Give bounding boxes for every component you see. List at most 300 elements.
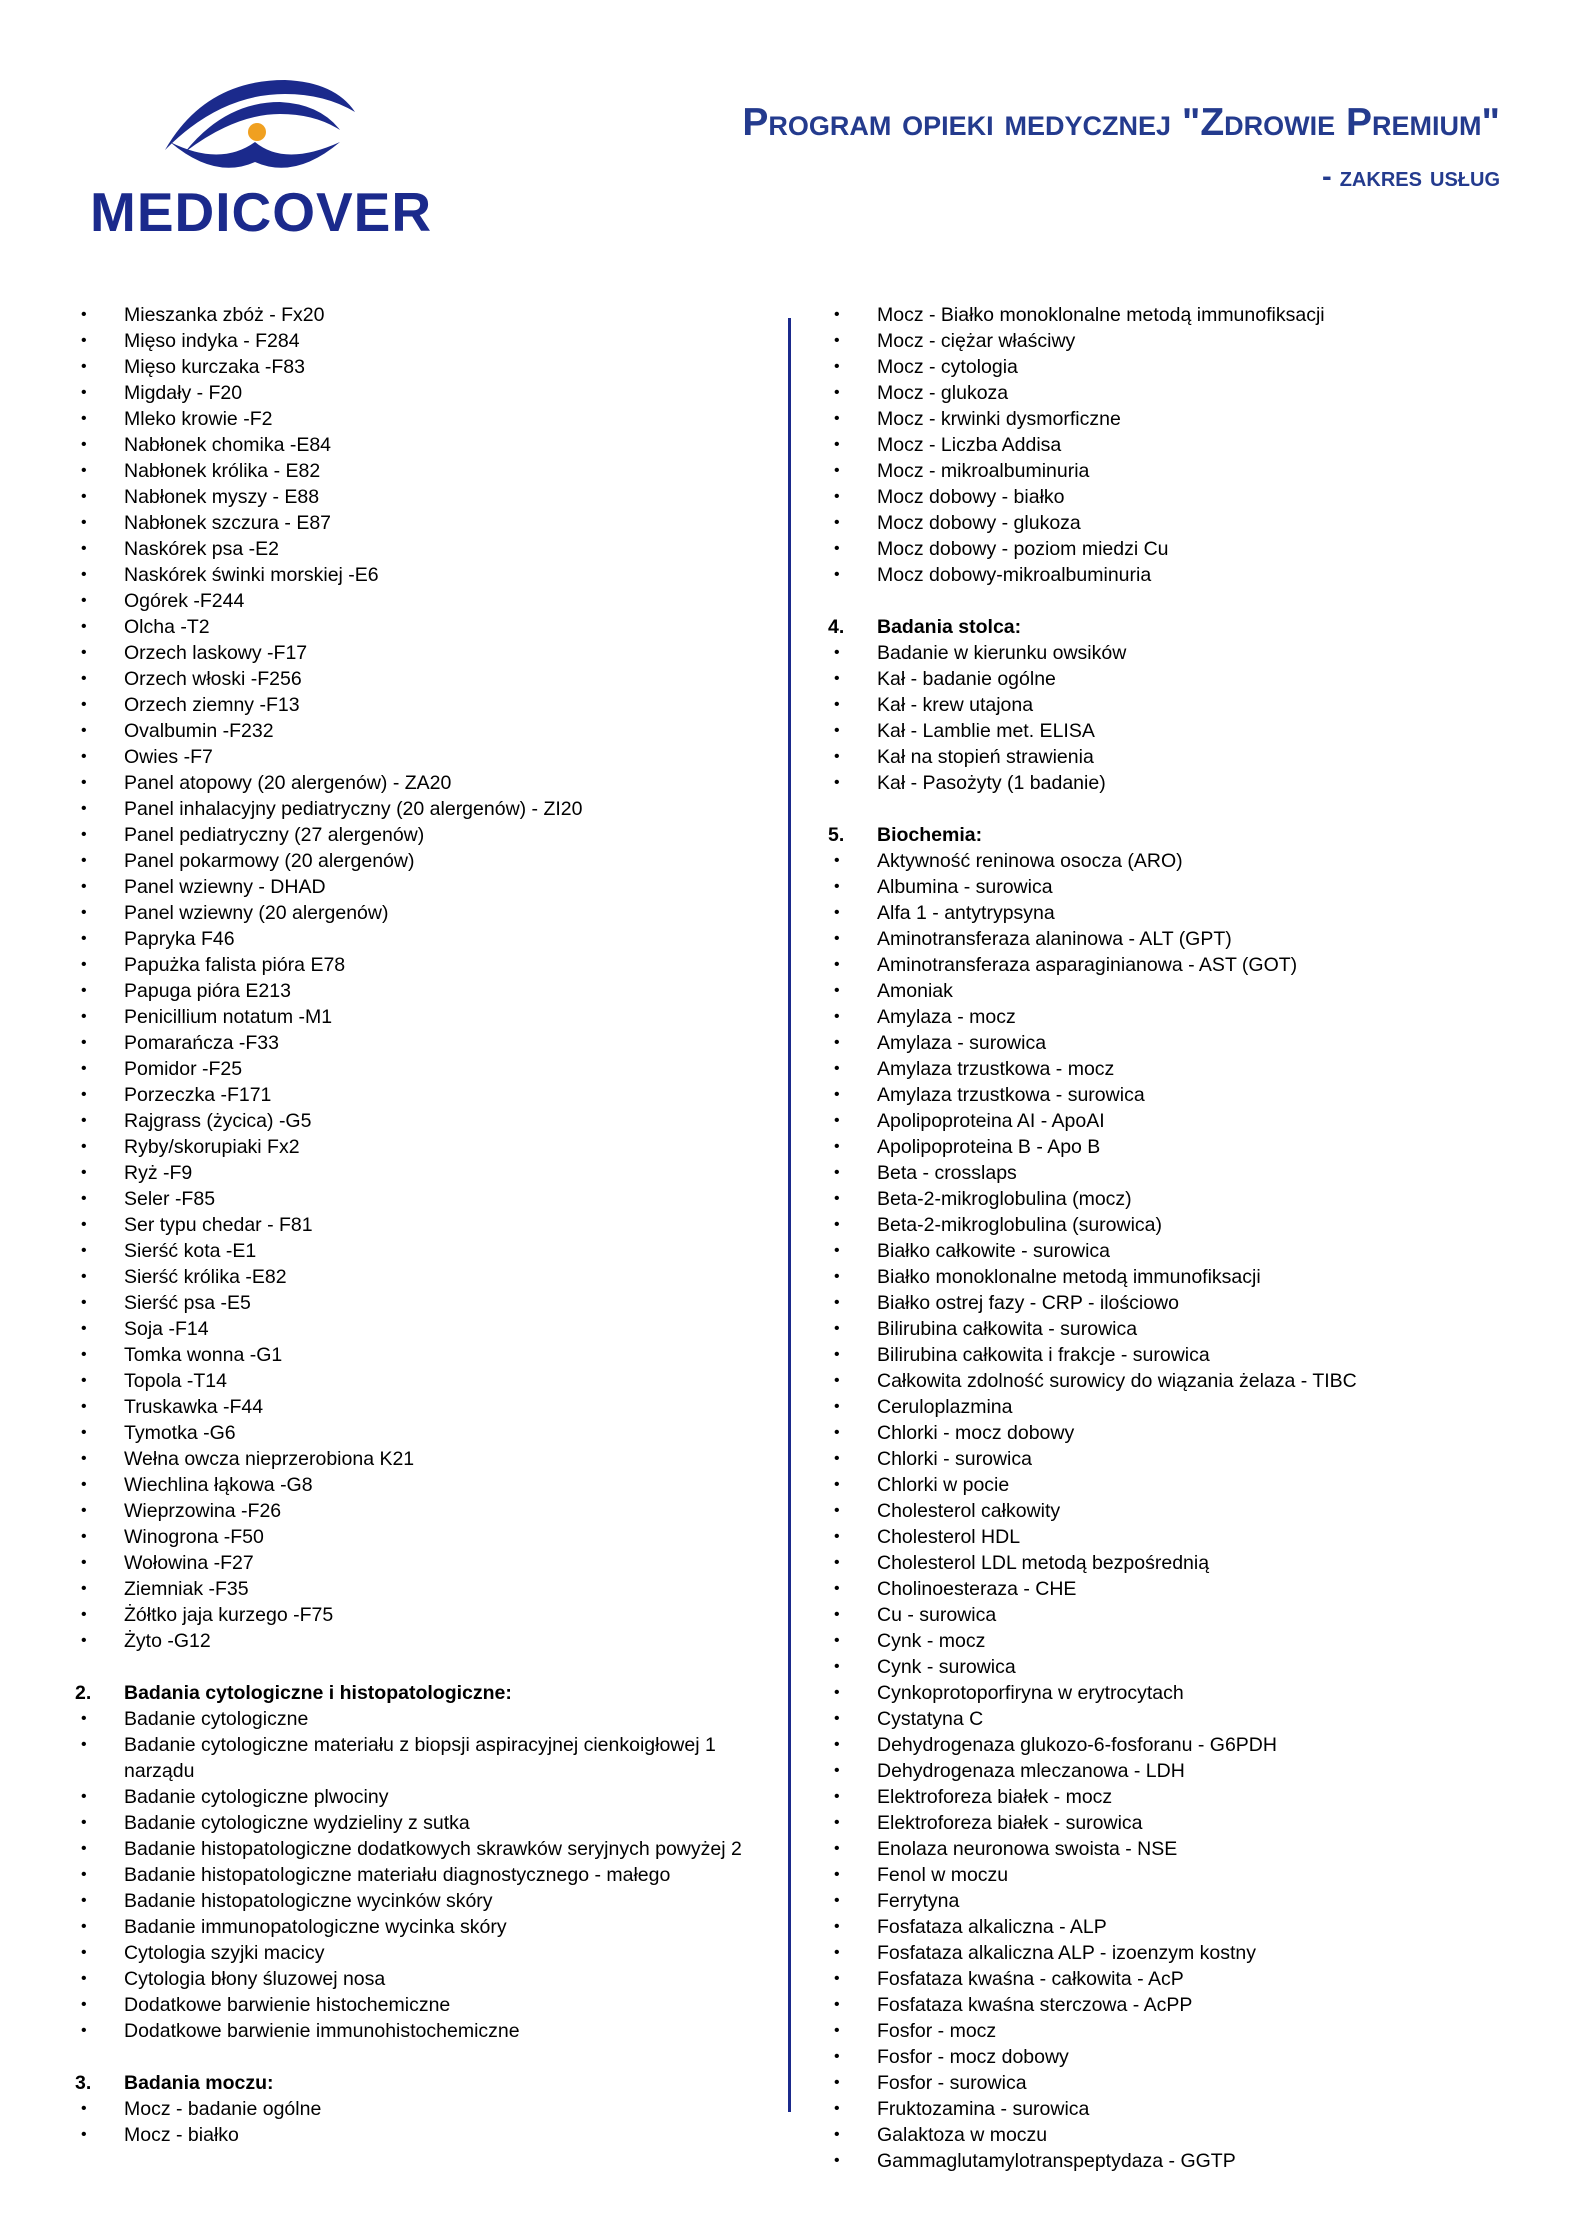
bullet-icon: •	[81, 852, 87, 869]
list-item	[72, 380, 772, 406]
list-item-text: Kał - krew utajona	[877, 694, 1034, 716]
list-item	[825, 2044, 1525, 2070]
list-item-text: Cholinoesteraza - CHE	[877, 1578, 1077, 1600]
list-item	[72, 1160, 772, 1186]
bullet-icon: •	[834, 1216, 840, 1233]
list-item-text: Badanie cytologiczne	[124, 1708, 309, 1730]
bullet-icon: •	[81, 1190, 87, 1207]
list-item	[72, 1082, 772, 1108]
list-item-text: Ser typu chedar - F81	[124, 1214, 313, 1236]
list-item-text: Dehydrogenaza mleczanowa - LDH	[877, 1760, 1185, 1782]
list-item	[825, 848, 1525, 874]
list-item-text: Penicillium notatum -M1	[124, 1006, 333, 1028]
list-item-text: Gammaglutamylotranspeptydaza - GGTP	[877, 2150, 1236, 2172]
list-item	[825, 926, 1525, 952]
list-item-text: Cholesterol HDL	[877, 1526, 1021, 1548]
list-item	[72, 848, 772, 874]
section-number: 5.	[828, 824, 845, 846]
list-item-text: Nabłonek królika - E82	[124, 460, 321, 482]
bullet-icon: •	[834, 1346, 840, 1363]
list-item-text: Cynk - mocz	[877, 1630, 986, 1652]
list-item	[72, 406, 772, 432]
bullet-icon: •	[834, 1502, 840, 1519]
list-item-text: Mocz - badanie ogólne	[124, 2098, 322, 2120]
list-item	[825, 744, 1525, 770]
list-item	[72, 1966, 772, 1992]
bullet-icon: •	[834, 1996, 840, 2013]
list-item-text: Soja -F14	[124, 1318, 209, 1340]
bullet-icon: •	[81, 410, 87, 427]
list-item-text: Ziemniak -F35	[124, 1578, 249, 1600]
bullet-icon: •	[81, 462, 87, 479]
list-item	[825, 1160, 1525, 1186]
bullet-icon: •	[834, 540, 840, 557]
list-item	[72, 432, 772, 458]
list-item-text: Beta - crosslaps	[877, 1162, 1017, 1184]
page-title-line2: - zakres usług	[1322, 161, 1500, 193]
list-item	[825, 1550, 1525, 1576]
list-item	[825, 1316, 1525, 1342]
list-item-text: Wełna owcza nieprzerobiona K21	[124, 1448, 415, 1470]
list-item-text: Naskórek świnki morskiej -E6	[124, 564, 379, 586]
section-biochemistry	[825, 822, 1525, 2174]
list-item	[825, 1420, 1525, 1446]
list-item	[72, 1940, 772, 1966]
list-item	[72, 302, 772, 328]
bullet-icon: •	[834, 1970, 840, 1987]
list-item-text: Mocz dobowy-mikroalbuminuria	[877, 564, 1152, 586]
list-item-text: Aminotransferaza asparaginianowa - AST (GOT)	[877, 954, 1298, 976]
list-item	[72, 1576, 772, 1602]
list-item	[825, 1784, 1525, 1810]
list-item-text: Mocz - cytologia	[877, 356, 1018, 378]
section-title: Badania moczu:	[124, 2072, 274, 2094]
bullet-icon: •	[81, 1476, 87, 1493]
list-item-text: Dehydrogenaza glukozo-6-fosforanu - G6PDH	[877, 1734, 1277, 1756]
bullet-icon: •	[81, 2126, 87, 2143]
list-item-text: Mieszanka zbóż - Fx20	[124, 304, 325, 326]
list-item-text: Rajgrass (życica) -G5	[124, 1110, 312, 1132]
bullet-icon: •	[834, 1242, 840, 1259]
urine-list	[72, 2096, 772, 2148]
list-item-text: Ryby/skorupiaki Fx2	[124, 1136, 300, 1158]
list-item-text: Mocz - Liczba Addisa	[877, 434, 1062, 456]
bullet-icon: •	[834, 1320, 840, 1337]
list-item	[825, 1888, 1525, 1914]
list-item	[825, 718, 1525, 744]
list-item-text: Cystatyna C	[877, 1708, 984, 1730]
bullet-icon: •	[834, 956, 840, 973]
list-item-text: Amylaza trzustkowa - mocz	[877, 1058, 1115, 1080]
bullet-icon: •	[834, 722, 840, 739]
bullet-icon: •	[81, 514, 87, 531]
list-item-text: Nabłonek myszy - E88	[124, 486, 320, 508]
list-item	[72, 1472, 772, 1498]
list-item	[825, 1628, 1525, 1654]
list-item	[72, 1550, 772, 1576]
list-item	[825, 1264, 1525, 1290]
list-item-text: Sierść psa -E5	[124, 1292, 251, 1314]
list-item-text: Amylaza - surowica	[877, 1032, 1047, 1054]
bullet-icon: •	[834, 358, 840, 375]
list-item	[825, 2070, 1525, 2096]
list-item	[825, 1056, 1525, 1082]
list-item-text: Białko monoklonalne metodą immunofiksacji	[877, 1266, 1261, 1288]
list-item	[72, 2122, 772, 2148]
list-item-text: Panel inhalacyjny pediatryczny (20 alergenów) - ZI20	[124, 798, 583, 820]
list-item	[72, 692, 772, 718]
list-item-text: Mocz - krwinki dysmorficzne	[877, 408, 1121, 430]
list-item-text: Mocz - białko	[124, 2124, 239, 2146]
list-item	[72, 770, 772, 796]
bullet-icon: •	[834, 1450, 840, 1467]
bullet-icon: •	[834, 332, 840, 349]
list-item-text: Pomarańcza -F33	[124, 1032, 279, 1054]
list-item-text: Żyto -G12	[124, 1630, 211, 1652]
section-urine	[72, 2070, 772, 2148]
bullet-icon: •	[834, 1944, 840, 1961]
list-item	[72, 1290, 772, 1316]
list-item	[72, 1498, 772, 1524]
bullet-icon: •	[81, 1918, 87, 1935]
list-item	[72, 1628, 772, 1654]
bullet-icon: •	[81, 592, 87, 609]
section-title: Badania cytologiczne i histopatologiczne:	[124, 1682, 512, 1704]
list-item-text: Badanie histopatologiczne dodatkowych skrawków seryjnych powyżej 2	[124, 1838, 742, 1860]
list-item	[72, 614, 772, 640]
section-heading	[72, 1680, 772, 1706]
bullet-icon: •	[834, 1086, 840, 1103]
bullet-icon: •	[81, 1788, 87, 1805]
bullet-icon: •	[81, 436, 87, 453]
list-item-text: Ceruloplazmina	[877, 1396, 1013, 1418]
list-item	[825, 1446, 1525, 1472]
bullet-icon: •	[834, 306, 840, 323]
list-item-text: Papuga pióra E213	[124, 980, 291, 1002]
bullet-icon: •	[834, 982, 840, 999]
list-item	[825, 406, 1525, 432]
right-column	[825, 302, 1525, 2174]
bullet-icon: •	[81, 306, 87, 323]
bullet-icon: •	[81, 1996, 87, 2013]
bullet-icon: •	[81, 696, 87, 713]
list-item-text: Nabłonek szczura - E87	[124, 512, 332, 534]
bullet-icon: •	[834, 852, 840, 869]
bullet-icon: •	[81, 1034, 87, 1051]
list-item-text: Badanie w kierunku owsików	[877, 642, 1127, 664]
bullet-icon: •	[834, 1710, 840, 1727]
section-cytology	[72, 1680, 772, 2044]
list-item	[72, 484, 772, 510]
bullet-icon: •	[81, 332, 87, 349]
bullet-icon: •	[834, 2100, 840, 2117]
list-item	[825, 1004, 1525, 1030]
bullet-icon: •	[81, 670, 87, 687]
list-item-text: Cytologia błony śluzowej nosa	[124, 1968, 386, 1990]
bullet-icon: •	[834, 1424, 840, 1441]
list-item-text: Porzeczka -F171	[124, 1084, 272, 1106]
list-item-text: Kał - badanie ogólne	[877, 668, 1056, 690]
list-item	[72, 900, 772, 926]
list-item	[825, 640, 1525, 666]
bullet-icon: •	[81, 1242, 87, 1259]
list-item-text: Kał na stopień strawienia	[877, 746, 1094, 768]
list-item	[72, 1186, 772, 1212]
bullet-icon: •	[834, 1606, 840, 1623]
list-item	[72, 744, 772, 770]
list-item	[825, 1108, 1525, 1134]
list-item	[825, 1680, 1525, 1706]
bullet-icon: •	[81, 1450, 87, 1467]
bullet-icon: •	[81, 1346, 87, 1363]
list-item-text: Fosfor - surowica	[877, 2072, 1027, 2094]
bullet-icon: •	[81, 1944, 87, 1961]
list-item-text: Panel wziewny - DHAD	[124, 876, 326, 898]
bullet-icon: •	[834, 1528, 840, 1545]
list-item-text: Fosfataza kwaśna - całkowita - AcP	[877, 1968, 1184, 1990]
bullet-icon: •	[81, 1320, 87, 1337]
bullet-icon: •	[81, 982, 87, 999]
bullet-icon: •	[81, 384, 87, 401]
list-item	[72, 926, 772, 952]
list-item-text: Panel pokarmowy (20 alergenów)	[124, 850, 415, 872]
list-item-text: Cu - surowica	[877, 1604, 997, 1626]
bullet-icon: •	[81, 1294, 87, 1311]
list-item	[825, 432, 1525, 458]
list-item-text: Fosfataza alkaliczna ALP - izoenzym kostny	[877, 1942, 1256, 1964]
bullet-icon: •	[81, 1424, 87, 1441]
list-item	[72, 666, 772, 692]
bullet-icon: •	[834, 1554, 840, 1571]
list-item	[825, 1030, 1525, 1056]
bullet-icon: •	[81, 1112, 87, 1129]
list-item-text: Cynkoprotoporfiryna w erytrocytach	[877, 1682, 1184, 1704]
list-item-text: Alfa 1 - antytrypsyna	[877, 902, 1055, 924]
list-item	[72, 1524, 772, 1550]
list-item	[72, 796, 772, 822]
list-item	[72, 640, 772, 666]
bullet-icon: •	[834, 410, 840, 427]
list-item-text: Orzech ziemny -F13	[124, 694, 300, 716]
list-item-text: Papużka falista pióra E78	[124, 954, 346, 976]
list-item	[72, 1342, 772, 1368]
list-item-text: Kał - Pasożyty (1 badanie)	[877, 772, 1106, 794]
section-heading	[72, 2070, 772, 2096]
bullet-icon: •	[834, 436, 840, 453]
list-item	[825, 510, 1525, 536]
bullet-icon: •	[81, 1060, 87, 1077]
bullet-icon: •	[834, 1866, 840, 1883]
list-item-text: Ovalbumin -F232	[124, 720, 274, 742]
list-item-text: Mięso indyka - F284	[124, 330, 300, 352]
list-item-text: Sierść królika -E82	[124, 1266, 287, 1288]
list-item-text: Mocz - glukoza	[877, 382, 1009, 404]
list-item	[825, 1134, 1525, 1160]
bullet-icon: •	[834, 1008, 840, 1025]
list-item	[825, 536, 1525, 562]
list-item	[825, 1472, 1525, 1498]
list-item	[825, 666, 1525, 692]
bullet-icon: •	[81, 956, 87, 973]
bullet-icon: •	[834, 748, 840, 765]
list-item-text: Badanie cytologiczne wydzieliny z sutka	[124, 1812, 470, 1834]
list-item	[825, 1654, 1525, 1680]
list-item	[825, 562, 1525, 588]
list-item	[72, 1004, 772, 1030]
list-item-text: Dodatkowe barwienie histochemiczne	[124, 1994, 451, 2016]
bullet-icon: •	[81, 566, 87, 583]
list-item-text: Wieprzowina -F26	[124, 1500, 282, 1522]
bullet-icon: •	[834, 1918, 840, 1935]
section-title: Badania stolca:	[877, 616, 1022, 638]
bullet-icon: •	[81, 644, 87, 661]
list-item	[825, 2122, 1525, 2148]
list-item	[825, 302, 1525, 328]
list-item-text: Olcha -T2	[124, 616, 210, 638]
bullet-icon: •	[834, 1814, 840, 1831]
list-item	[825, 1290, 1525, 1316]
list-item-text: Bilirubina całkowita - surowica	[877, 1318, 1138, 1340]
list-item-text: Cynk - surowica	[877, 1656, 1016, 1678]
list-item	[72, 1108, 772, 1134]
list-item-text: Galaktoza w moczu	[877, 2124, 1048, 2146]
bullet-icon: •	[834, 670, 840, 687]
bullet-icon: •	[81, 904, 87, 921]
list-item-text: Chlorki w pocie	[877, 1474, 1010, 1496]
bullet-icon: •	[81, 826, 87, 843]
list-item	[825, 458, 1525, 484]
bullet-icon: •	[81, 930, 87, 947]
list-item	[72, 1914, 772, 1940]
list-item	[825, 770, 1525, 796]
list-item	[825, 1862, 1525, 1888]
list-item	[72, 1602, 772, 1628]
list-item-text: Winogrona -F50	[124, 1526, 264, 1548]
list-item	[825, 1992, 1525, 2018]
list-item-text: Beta-2-mikroglobulina (surowica)	[877, 1214, 1163, 1236]
list-item	[825, 1082, 1525, 1108]
list-item	[825, 1706, 1525, 1732]
list-item-text: Pomidor -F25	[124, 1058, 243, 1080]
bullet-icon: •	[81, 1710, 87, 1727]
bullet-icon: •	[834, 488, 840, 505]
bullet-icon: •	[834, 1060, 840, 1077]
bullet-icon: •	[81, 2022, 87, 2039]
bullet-icon: •	[834, 1580, 840, 1597]
bullet-icon: •	[834, 1762, 840, 1779]
bullet-icon: •	[81, 800, 87, 817]
bullet-icon: •	[834, 1736, 840, 1753]
list-item-text: Bilirubina całkowita i frakcje - surowica	[877, 1344, 1210, 1366]
bullet-icon: •	[834, 1372, 840, 1389]
list-item	[72, 536, 772, 562]
bullet-icon: •	[81, 748, 87, 765]
bullet-icon: •	[81, 1580, 87, 1597]
bullet-icon: •	[834, 1476, 840, 1493]
list-item-text: Panel wziewny (20 alergenów)	[124, 902, 389, 924]
list-item	[72, 1706, 772, 1732]
list-item	[72, 1810, 772, 1836]
logo-wordmark: MEDICOVER	[90, 181, 433, 243]
list-item	[825, 2148, 1525, 2174]
list-item	[825, 1836, 1525, 1862]
list-item-text: Kał - Lamblie met. ELISA	[877, 720, 1095, 742]
list-item-text: Tomka wonna -G1	[124, 1344, 283, 1366]
bullet-icon: •	[834, 384, 840, 401]
list-item-text: Całkowita zdolność surowicy do wiązania żelaza - TIBC	[877, 1370, 1357, 1392]
bullet-icon: •	[834, 2074, 840, 2091]
bullet-icon: •	[81, 1502, 87, 1519]
urine-list-continued	[825, 302, 1525, 588]
list-item-text: Naskórek psa -E2	[124, 538, 279, 560]
section-heading	[825, 822, 1525, 848]
list-item-text: Owies -F7	[124, 746, 213, 768]
bullet-icon: •	[81, 774, 87, 791]
list-item-text: Amylaza - mocz	[877, 1006, 1016, 1028]
bullet-icon: •	[834, 2126, 840, 2143]
bullet-icon: •	[834, 1892, 840, 1909]
bullet-icon: •	[834, 2152, 840, 2169]
list-item-text: Orzech laskowy -F17	[124, 642, 308, 664]
bullet-icon: •	[81, 540, 87, 557]
section-number: 3.	[75, 2072, 92, 2094]
bullet-icon: •	[834, 462, 840, 479]
bullet-icon: •	[834, 1840, 840, 1857]
bullet-icon: •	[81, 1086, 87, 1103]
list-item	[72, 1784, 772, 1810]
list-item-text: Fosfataza alkaliczna - ALP	[877, 1916, 1107, 1938]
list-item-text: Wiechlina łąkowa -G8	[124, 1474, 313, 1496]
bullet-icon: •	[834, 696, 840, 713]
list-item-text: Cholesterol całkowity	[877, 1500, 1061, 1522]
list-item-text: Mięso kurczaka -F83	[124, 356, 305, 378]
list-item	[72, 562, 772, 588]
list-item	[72, 1316, 772, 1342]
list-item	[72, 952, 772, 978]
list-item	[72, 2018, 772, 2044]
bullet-icon: •	[834, 1684, 840, 1701]
list-item	[72, 718, 772, 744]
bullet-icon: •	[834, 774, 840, 791]
list-item	[72, 1394, 772, 1420]
left-column	[72, 302, 772, 2148]
list-item	[72, 588, 772, 614]
bullet-icon: •	[834, 1788, 840, 1805]
bullet-icon: •	[834, 1658, 840, 1675]
bullet-icon: •	[81, 618, 87, 635]
list-item	[825, 692, 1525, 718]
page-title	[742, 96, 1500, 204]
list-item	[72, 1862, 772, 1888]
list-item	[72, 1420, 772, 1446]
list-item	[825, 2018, 1525, 2044]
list-item	[72, 1030, 772, 1056]
list-item-text: Seler -F85	[124, 1188, 216, 1210]
list-item-text: Elektroforeza białek - surowica	[877, 1812, 1143, 1834]
list-item	[72, 1888, 772, 1914]
list-item-text: Wołowina -F27	[124, 1552, 254, 1574]
bullet-icon: •	[81, 1606, 87, 1623]
bullet-icon: •	[834, 1632, 840, 1649]
list-item-text: Migdały - F20	[124, 382, 243, 404]
list-item	[825, 1576, 1525, 1602]
bullet-icon: •	[834, 904, 840, 921]
list-item	[825, 1238, 1525, 1264]
list-item-text: Sierść kota -E1	[124, 1240, 257, 1262]
bullet-icon: •	[834, 1138, 840, 1155]
list-item	[825, 484, 1525, 510]
bullet-icon: •	[834, 514, 840, 531]
